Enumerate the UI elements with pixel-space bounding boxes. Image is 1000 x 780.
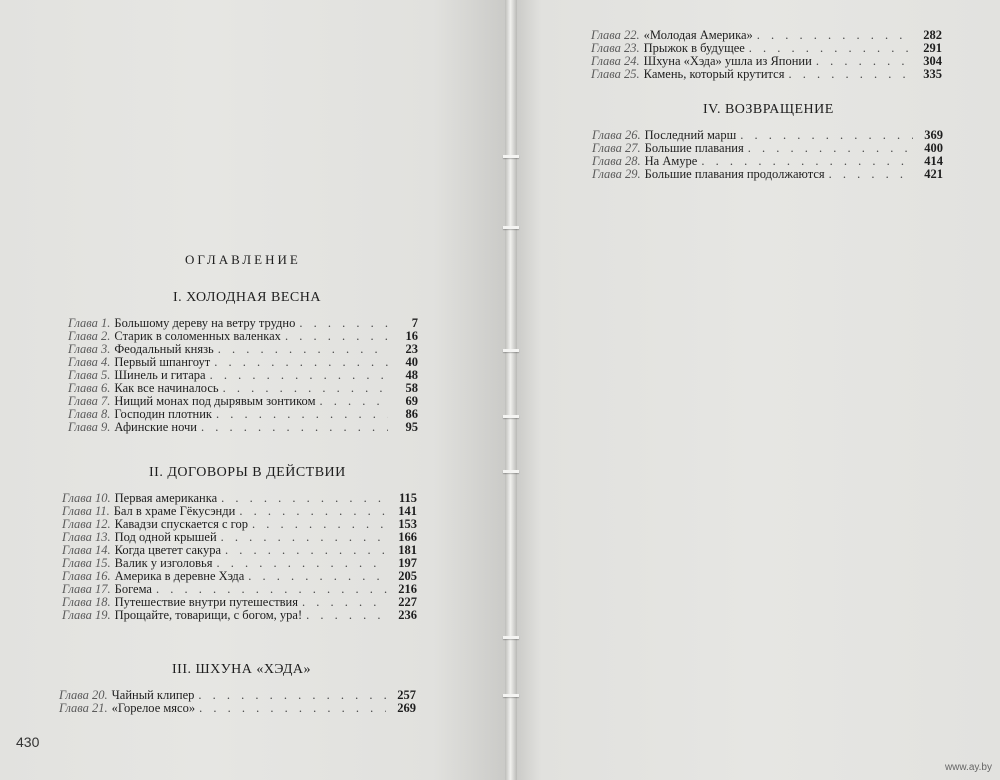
chapter-title: Прощайте, товарищи, с богом, ура! xyxy=(114,608,303,622)
chapter-label: Глава 20. xyxy=(59,688,108,702)
chapter-page: 282 xyxy=(923,28,942,42)
dot-leader xyxy=(248,570,387,583)
dot-leader xyxy=(252,518,387,531)
chapter-title: Прыжок в будущее xyxy=(643,41,745,55)
chapter-label: Глава 6. xyxy=(68,381,111,395)
chapter-page: 69 xyxy=(405,394,418,408)
chapter-label: Глава 22. xyxy=(591,28,640,42)
chapter-title: Первый шпангоут xyxy=(114,355,211,369)
chapter-page: 216 xyxy=(398,582,417,596)
chapter-label: Глава 16. xyxy=(62,569,111,583)
chapter-label: Глава 12. xyxy=(62,517,111,531)
dot-leader xyxy=(198,689,386,702)
chapter-title: Шинель и гитара xyxy=(114,368,206,382)
chapter-title: Большие плавания xyxy=(644,141,744,155)
toc-section-3a xyxy=(59,689,416,715)
chapter-label: Глава 18. xyxy=(62,595,111,609)
chapter-title: Шхуна «Хэда» ушла из Японии xyxy=(643,54,812,68)
chapter-title: На Амуре xyxy=(644,154,698,168)
dot-leader xyxy=(306,609,387,622)
dot-leader xyxy=(285,330,388,343)
page-number: 430 xyxy=(16,734,40,750)
chapter-title: Господин плотник xyxy=(114,407,212,421)
section-title-2: II. ДОГОВОРЫ В ДЕЙСТВИИ xyxy=(149,465,346,480)
chapter-label: Глава 27. xyxy=(592,141,641,155)
chapter-page: 95 xyxy=(405,420,418,434)
dot-leader xyxy=(216,408,388,421)
book-gutter xyxy=(505,0,517,780)
toc-section-3b xyxy=(591,29,942,81)
chapter-label: Глава 7. xyxy=(68,394,111,408)
dot-leader xyxy=(757,29,912,42)
chapter-label: Глава 15. xyxy=(62,556,111,570)
watermark: www.ay.by xyxy=(944,762,992,773)
chapter-label: Глава 2. xyxy=(68,329,111,343)
chapter-page: 227 xyxy=(398,595,417,609)
dot-leader xyxy=(221,531,387,544)
dot-leader xyxy=(199,702,386,715)
chapter-page: 7 xyxy=(411,316,418,330)
toc-section-2 xyxy=(62,492,417,622)
chapter-title: Когда цветет сакура xyxy=(114,543,222,557)
chapter-page: 115 xyxy=(398,491,417,505)
dot-leader xyxy=(829,168,913,181)
chapter-label: Глава 10. xyxy=(62,491,111,505)
toc-entry xyxy=(68,421,418,434)
binding-stitch xyxy=(503,415,519,418)
dot-leader xyxy=(218,343,388,356)
dot-leader xyxy=(221,492,387,505)
chapter-label: Глава 1. xyxy=(68,316,111,330)
binding-stitch xyxy=(503,470,519,473)
section-title-1: I. ХОЛОДНАЯ ВЕСНА xyxy=(173,290,321,305)
binding-stitch xyxy=(503,349,519,352)
dot-leader xyxy=(816,55,912,68)
dot-leader xyxy=(319,395,388,408)
chapter-title: Последний марш xyxy=(644,128,737,142)
binding-stitch xyxy=(503,155,519,158)
chapter-title: Как все начиналось xyxy=(114,381,219,395)
chapter-page: 269 xyxy=(397,701,416,715)
chapter-page: 414 xyxy=(924,154,943,168)
chapter-page: 291 xyxy=(923,41,942,55)
toc-entry xyxy=(59,702,416,715)
binding-stitch xyxy=(503,226,519,229)
chapter-page: 335 xyxy=(923,67,942,81)
section-title-3: III. ШХУНА «ХЭДА» xyxy=(172,662,312,677)
dot-leader xyxy=(239,505,387,518)
chapter-label: Глава 24. xyxy=(591,54,640,68)
chapter-page: 141 xyxy=(398,504,417,518)
chapter-title: Афинские ночи xyxy=(114,420,197,434)
dot-leader xyxy=(214,356,388,369)
chapter-title: Большому дереву на ветру трудно xyxy=(114,316,296,330)
dot-leader xyxy=(788,68,912,81)
chapter-page: 304 xyxy=(923,54,942,68)
chapter-title: Америка в деревне Хэда xyxy=(114,569,245,583)
chapter-title: Первая американка xyxy=(114,491,218,505)
chapter-title: Чайный клипер xyxy=(111,688,195,702)
chapter-page: 153 xyxy=(398,517,417,531)
chapter-label: Глава 28. xyxy=(592,154,641,168)
dot-leader xyxy=(210,369,388,382)
chapter-page: 197 xyxy=(398,556,417,570)
chapter-label: Глава 14. xyxy=(62,543,111,557)
dot-leader xyxy=(302,596,387,609)
chapter-page: 40 xyxy=(405,355,418,369)
chapter-title: Бал в храме Гёкусэнди xyxy=(113,504,236,518)
binding-stitch xyxy=(503,636,519,639)
chapter-title: Старик в соломенных валенках xyxy=(114,329,281,343)
chapter-page: 236 xyxy=(398,608,417,622)
chapter-label: Глава 23. xyxy=(591,41,640,55)
chapter-label: Глава 19. xyxy=(62,608,111,622)
chapter-page: 166 xyxy=(398,530,417,544)
chapter-title: Феодальный князь xyxy=(114,342,214,356)
chapter-page: 23 xyxy=(405,342,418,356)
chapter-label: Глава 9. xyxy=(68,420,111,434)
toc-entry xyxy=(591,68,942,81)
chapter-page: 86 xyxy=(405,407,418,421)
toc-section-4 xyxy=(592,129,943,181)
chapter-label: Глава 3. xyxy=(68,342,111,356)
chapter-title: «Горелое мясо» xyxy=(111,701,196,715)
chapter-page: 48 xyxy=(405,368,418,382)
chapter-label: Глава 21. xyxy=(59,701,108,715)
chapter-label: Глава 13. xyxy=(62,530,111,544)
toc-entry xyxy=(592,168,943,181)
toc-entry xyxy=(62,609,417,622)
chapter-title: Нищий монах под дырявым зонтиком xyxy=(114,394,316,408)
chapter-title: Валик у изголовья xyxy=(114,556,213,570)
chapter-title: Путешествие внутри путешествия xyxy=(114,595,298,609)
dot-leader xyxy=(748,142,913,155)
chapter-label: Глава 17. xyxy=(62,582,111,596)
chapter-page: 257 xyxy=(397,688,416,702)
chapter-label: Глава 25. xyxy=(591,67,640,81)
dot-leader xyxy=(740,129,913,142)
chapter-title: Большие плавания продолжаются xyxy=(644,167,825,181)
chapter-title: Камень, который крутится xyxy=(643,67,785,81)
dot-leader xyxy=(299,317,388,330)
chapter-label: Глава 4. xyxy=(68,355,111,369)
chapter-page: 421 xyxy=(924,167,943,181)
contents-title: ОГЛАВЛЕНИЕ xyxy=(185,252,301,267)
binding-stitch xyxy=(503,694,519,697)
chapter-page: 181 xyxy=(398,543,417,557)
chapter-title: Под одной крышей xyxy=(114,530,217,544)
chapter-page: 205 xyxy=(398,569,417,583)
chapter-title: Богема xyxy=(114,582,152,596)
chapter-page: 400 xyxy=(924,141,943,155)
chapter-page: 369 xyxy=(924,128,943,142)
chapter-label: Глава 8. xyxy=(68,407,111,421)
chapter-title: «Молодая Америка» xyxy=(643,28,753,42)
dot-leader xyxy=(201,421,388,434)
chapter-title: Кавадзи спускается с гор xyxy=(114,517,248,531)
toc-section-1 xyxy=(68,317,418,434)
chapter-label: Глава 11. xyxy=(62,504,110,518)
dot-leader xyxy=(225,544,387,557)
chapter-page: 16 xyxy=(405,329,418,343)
chapter-label: Глава 5. xyxy=(68,368,111,382)
section-title-4: IV. ВОЗВРАЩЕНИЕ xyxy=(703,102,834,117)
chapter-label: Глава 29. xyxy=(592,167,641,181)
chapter-page: 58 xyxy=(405,381,418,395)
chapter-label: Глава 26. xyxy=(592,128,641,142)
